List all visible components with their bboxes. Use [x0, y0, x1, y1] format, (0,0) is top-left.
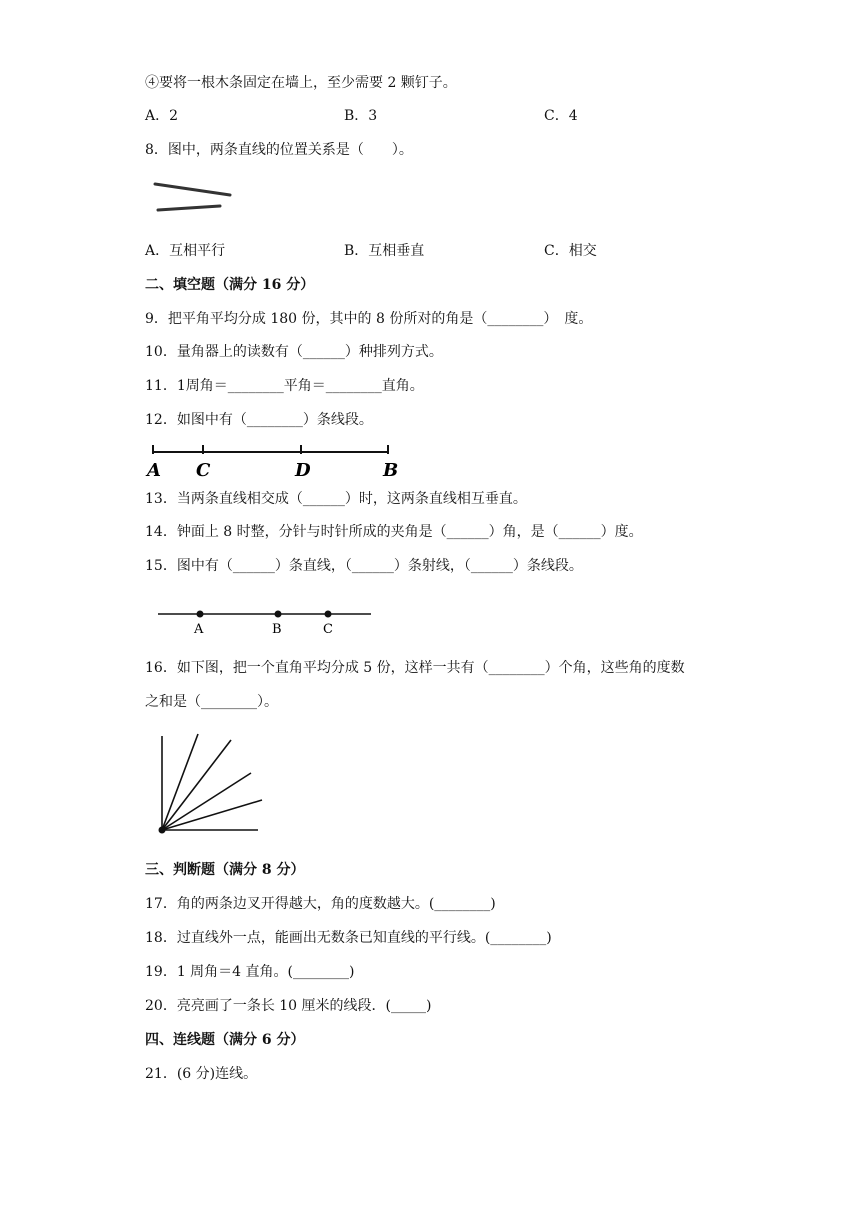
- divided-right-angle-figure: [150, 730, 270, 840]
- section-2-title: 二、填空题（满分 16 分）: [145, 277, 315, 293]
- question-15: 15．图中有（______）条直线，（______）条射线，（______）条线段。: [145, 558, 583, 574]
- q8-option-a: A．互相平行: [145, 243, 226, 259]
- segment-figure: [145, 440, 405, 482]
- point-label-b: B: [272, 622, 282, 637]
- question-16-line-2: 之和是（________）。: [145, 694, 278, 710]
- question-20: 20．亮亮画了一条长 10 厘米的线段．(_____): [145, 998, 432, 1014]
- question-13: 13．当两条直线相交成（______）时，这两条直线相互垂直。: [145, 491, 527, 507]
- points-line-figure: [155, 604, 375, 638]
- q8-option-c: C．相交: [544, 243, 597, 259]
- q7-statement: ④要将一根木条固定在墙上，至少需要 2 颗钉子。: [145, 75, 457, 91]
- point-label-a: A: [194, 622, 204, 637]
- question-9: 9．把平角平均分成 180 份，其中的 8 份所对的角是（________） 度。: [145, 311, 593, 327]
- upper-line: [155, 184, 230, 195]
- section-4-title: 四、连线题（满分 6 分）: [145, 1032, 305, 1048]
- point-label-b: B: [383, 460, 399, 481]
- section-3-title: 三、判断题（满分 8 分）: [145, 862, 305, 878]
- q7-option-b: B．3: [344, 108, 378, 124]
- q8-stem: 8．图中，两条直线的位置关系是（ ）。: [145, 142, 413, 158]
- question-16-line-1: 16．如下图，把一个直角平均分成 5 份，这样一共有（________）个角，这些角的度数: [145, 660, 685, 676]
- point-label-c: C: [323, 622, 333, 637]
- question-10: 10．量角器上的读数有（______）种排列方式。: [145, 344, 443, 360]
- q8-option-b: B．互相垂直: [344, 243, 425, 259]
- question-12: 12．如图中有（________）条线段。: [145, 412, 373, 428]
- point-label-a: A: [147, 460, 161, 481]
- q7-option-a: A．2: [145, 108, 179, 124]
- question-11: 11．1周角＝________平角＝________直角。: [145, 378, 424, 394]
- point-label-d: D: [295, 460, 311, 481]
- point-label-c: C: [196, 460, 211, 481]
- two-lines-figure: [150, 176, 240, 216]
- question-14: 14．钟面上 8 时整，分针与时针所成的夹角是（______）角，是（______）度。: [145, 524, 643, 540]
- question-21: 21．(6 分)连线。: [145, 1066, 258, 1082]
- question-19: 19．1 周角＝4 直角。(________): [145, 964, 355, 980]
- question-18: 18．过直线外一点，能画出无数条已知直线的平行线。(________): [145, 930, 552, 946]
- lower-line: [158, 206, 220, 210]
- q7-option-c: C．4: [544, 108, 578, 124]
- question-17: 17．角的两条边叉开得越大，角的度数越大。(________): [145, 896, 496, 912]
